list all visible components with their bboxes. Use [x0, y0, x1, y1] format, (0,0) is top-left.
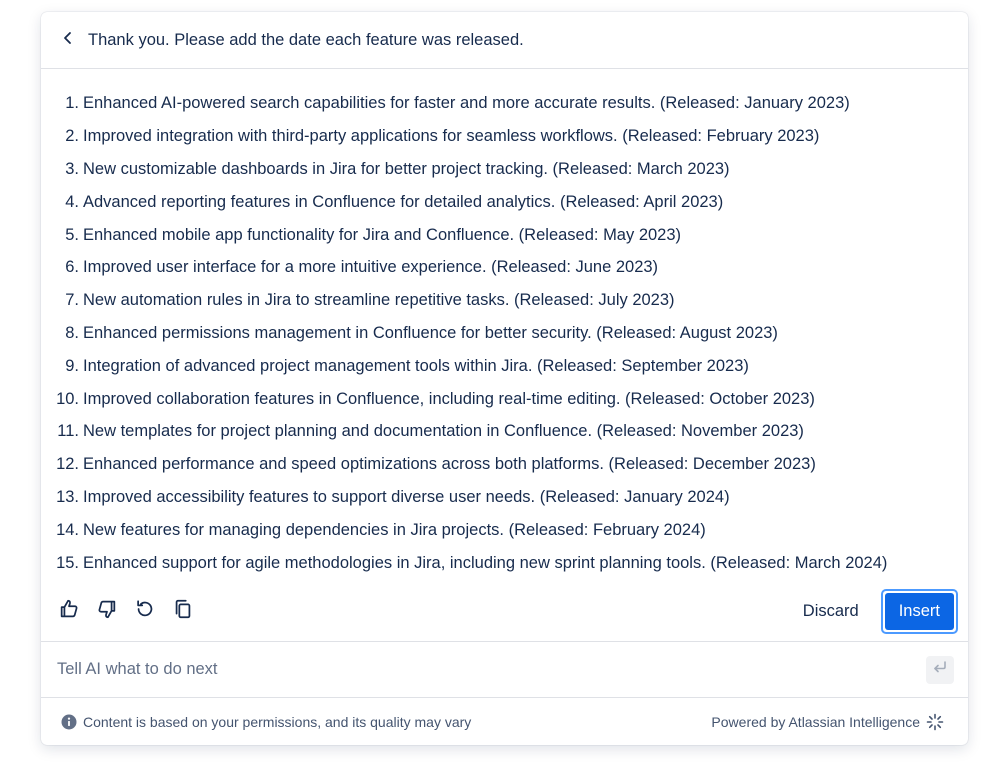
- list-item-number: 9.: [65, 356, 79, 375]
- prompt-input[interactable]: [55, 659, 926, 680]
- retry-icon: [134, 598, 156, 625]
- thumbs-up-icon: [58, 598, 80, 625]
- atlassian-intelligence-icon: [926, 713, 944, 731]
- list-item: [41, 481, 968, 514]
- list-item: [41, 382, 968, 415]
- copy-icon: [172, 598, 194, 625]
- list-item-text: Enhanced permissions management in Confluence for better security. (Released: August 2023): [83, 323, 778, 342]
- list-item-number: 14.: [56, 520, 79, 539]
- back-button[interactable]: [57, 29, 79, 51]
- response-content: [41, 69, 968, 572]
- list-item-text: New automation rules in Jira to streamline repetitive tasks. (Released: July 2023): [83, 291, 675, 310]
- list-item: [41, 415, 968, 448]
- prompt-row: [41, 641, 968, 698]
- list-item-number: 8.: [65, 323, 79, 342]
- list-item-text: Integration of advanced project management tools within Jira. (Released: September 2023): [83, 356, 749, 375]
- list-item-text: New features for managing dependencies in Jira projects. (Released: February 2024): [83, 520, 706, 539]
- list-item-number: 7.: [65, 291, 79, 310]
- list-item-number: 2.: [65, 127, 79, 146]
- list-item: [41, 513, 968, 546]
- list-item-number: 13.: [56, 487, 79, 506]
- prompt-title: Thank you. Please add the date each feature was released.: [88, 30, 524, 49]
- thumbs-up-button[interactable]: [54, 596, 84, 626]
- list-item: [41, 120, 968, 153]
- info-icon: [61, 714, 77, 730]
- list-item: [41, 185, 968, 218]
- list-item: [41, 87, 968, 120]
- list-item-text: Improved integration with third-party applications for seamless workflows. (Released: February 2023): [83, 127, 820, 146]
- list-item-number: 15.: [56, 553, 79, 572]
- list-item-number: 3.: [65, 159, 79, 178]
- list-item-text: New customizable dashboards in Jira for better project tracking. (Released: March 2023): [83, 159, 730, 178]
- chevron-left-icon: [62, 31, 74, 50]
- feature-list: [41, 87, 968, 579]
- list-item-number: 4.: [65, 192, 79, 211]
- list-item-text: Advanced reporting features in Confluence for detailed analytics. (Released: April 2023): [83, 192, 724, 211]
- list-item: [41, 349, 968, 382]
- action-bar: [41, 582, 968, 640]
- list-item: [41, 317, 968, 350]
- list-item: [41, 218, 968, 251]
- list-item-text: Improved collaboration features in Confluence, including real-time editing. (Released: October 2023): [83, 389, 815, 408]
- list-item-number: 5.: [65, 225, 79, 244]
- list-item-number: 1.: [65, 94, 79, 113]
- list-item-text: Improved user interface for a more intuitive experience. (Released: June 2023): [83, 258, 659, 277]
- list-item-number: 11.: [57, 422, 79, 441]
- list-item-number: 6.: [65, 258, 79, 277]
- copy-button[interactable]: [168, 596, 198, 626]
- list-item-text: Enhanced AI-powered search capabilities for faster and more accurate results. (Released: January 2023): [83, 94, 850, 113]
- list-item-text: Improved accessibility features to support diverse user needs. (Released: January 2024): [83, 487, 730, 506]
- panel-header: [41, 12, 968, 69]
- list-item: [41, 448, 968, 481]
- discard-button[interactable]: Discard: [793, 594, 869, 629]
- list-item-text: Enhanced performance and speed optimizations across both platforms. (Released: December 2023): [83, 455, 816, 474]
- list-item-number: 10.: [56, 389, 79, 408]
- disclaimer-text: Content is based on your permissions, and its quality may vary: [83, 713, 472, 730]
- list-item: [41, 153, 968, 186]
- retry-button[interactable]: [130, 596, 160, 626]
- ai-response-panel: [41, 12, 968, 745]
- thumbs-down-button[interactable]: [92, 596, 122, 626]
- list-item-text: Enhanced support for agile methodologies in Jira, including new sprint planning tools. (Released: March 2024): [83, 553, 888, 572]
- insert-focus-ring: [881, 589, 958, 634]
- list-item: [41, 284, 968, 317]
- submit-button[interactable]: [926, 656, 954, 684]
- insert-button[interactable]: Insert: [885, 593, 954, 630]
- powered-by-text: Powered by Atlassian Intelligence: [711, 713, 920, 730]
- list-item: [41, 251, 968, 284]
- panel-footer: [41, 698, 968, 745]
- list-item-text: New templates for project planning and documentation in Confluence. (Released: November 2023): [83, 422, 804, 441]
- list-item-number: 12.: [56, 455, 79, 474]
- list-item-text: Enhanced mobile app functionality for Jira and Confluence. (Released: May 2023): [83, 225, 682, 244]
- enter-icon: [932, 660, 948, 679]
- thumbs-down-icon: [96, 598, 118, 625]
- list-item: [41, 546, 968, 579]
